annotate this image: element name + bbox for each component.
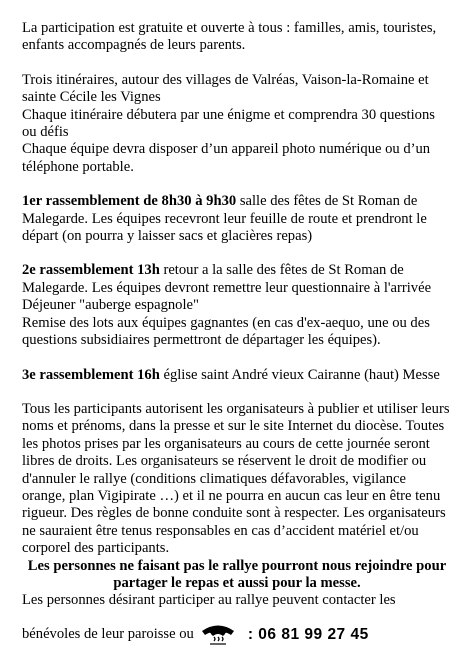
gathering-2-heading: 2e rassemblement 13h bbox=[22, 262, 160, 279]
itineraries-questions-line: Chaque itinéraire débutera par une énigme et comprendra 30 questions ou défis bbox=[22, 106, 435, 141]
gathering-3-paragraph bbox=[22, 367, 452, 384]
contact-line bbox=[22, 622, 452, 648]
rules-paragraph: Tous les participants autorisent les organisateurs à publier et utiliser leurs noms et prénoms, dans la presse et sur le site Internet du diocèse. Toutes les photos prises par les organisateurs au cours de cette journée seront libres de droits. Les organisateurs se réservent le droit de modifier ou d'annuler le rallye (conditions climatiques défavorables, vigilance orange, plan Vigipirate …) et il ne pourra en aucun cas leur en être tenu rigueur. Des règles de bonne conduite sont à respecter. Les organisateurs ne sauraient être tenus responsables en cas d’accident matériel et/ou corporel des participants. bbox=[22, 400, 450, 557]
gathering-2-paragraph bbox=[22, 262, 452, 314]
intro-paragraph: La participation est gratuite et ouverte à tous : familles, amis, touristes, enfants accompagnés de leurs parents. bbox=[22, 20, 437, 54]
gathering-1-text: salle des fêtes de St Roman de Malegarde. Les équipes recevront leur feuille de route et prendront le départ (on pourra y laisser sacs et glacières repas) bbox=[22, 193, 427, 245]
gathering-1-heading: 1er rassemblement de 8h30 à 9h30 bbox=[22, 193, 237, 210]
flyer-page bbox=[22, 20, 452, 648]
gathering-2-text: retour a la salle des fêtes de St Roman de Malegarde. Les équipes devront remettre leur questionnaire à l'arrivée Déjeuner "auberge espagnole" bbox=[22, 262, 432, 314]
gathering-3-heading: 3e rassemblement 16h bbox=[22, 366, 160, 383]
gathering-3-text: église saint André vieux Cairanne (haut) Messe bbox=[159, 366, 440, 383]
contact-intro: Les personnes désirant participer au rallye peuvent contacter les bbox=[22, 592, 396, 609]
itineraries-equipment-line: Chaque équipe devra disposer d’un appareil photo numérique ou d’un téléphone portable. bbox=[22, 141, 431, 175]
gathering-2-prizes: Remise des lots aux équipes gagnantes (en cas d'ex-aequo, une ou des questions subsidiaires permettront de départager les équipes). bbox=[22, 314, 430, 349]
non-participants-notice: Les personnes ne faisant pas le rallye pourront nous rejoindre pour partager le repas et aussi pour la messe. bbox=[27, 557, 447, 591]
phone-number: : 06 81 99 27 45 bbox=[247, 626, 369, 644]
telephone-icon bbox=[198, 622, 238, 648]
contact-prefix: bénévoles de leur paroisse ou bbox=[22, 626, 194, 643]
itineraries-line: Trois itinéraires, autour des villages de Valréas, Vaison-la-Romaine et sainte Cécile les Vignes bbox=[22, 71, 429, 106]
gathering-1-paragraph bbox=[22, 193, 452, 245]
